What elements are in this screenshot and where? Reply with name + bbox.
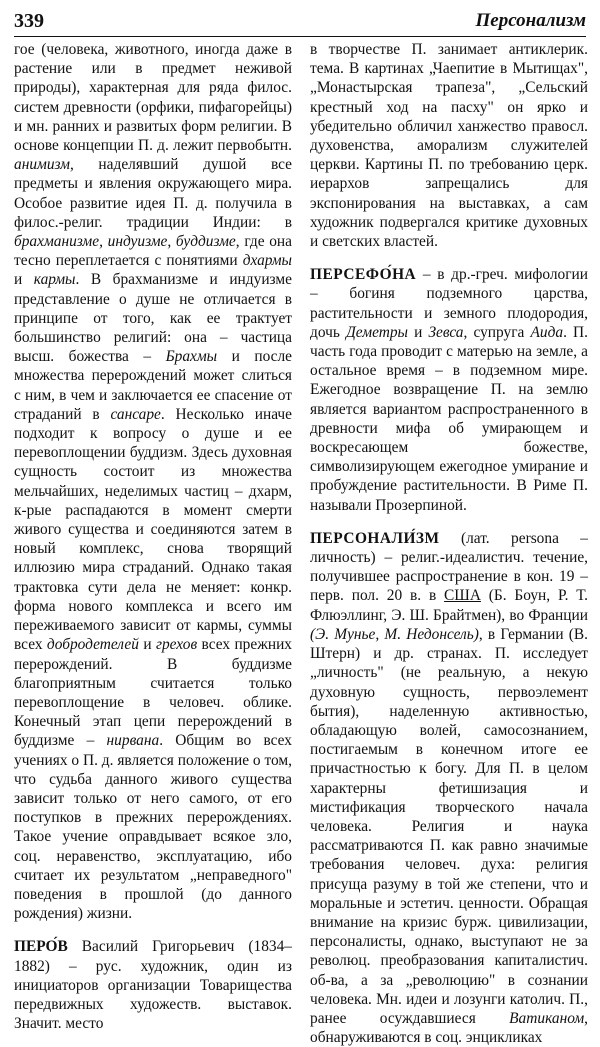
headword-persephone: ПЕРСЕФО́НА [310, 266, 417, 284]
right-column [310, 40, 588, 1047]
perov-entry-continuation: в творчестве П. занимает антиклерик. тема. В картинах „Чаепитие в Мытищах", „Монастырская трапеза", „Сельский крестный ход на пасху" он ярко и убедительно обличил ханжество правосл. духовенства, аморализм служителей церкви. Картины П. по требованию церк. иерархов запрещались для экспонирования на выставках, а сам художник подвергался критике духовных и светских властей. [310, 41, 588, 251]
headword-perov: ПЕРО́В [14, 938, 68, 956]
running-head: Персонализм [475, 10, 586, 31]
entry-perov: ПЕРО́В Василий Григорьевич (1834–1882) – рус. художник, один из инициаторов организации Товарищества передвижных художеств. выставок. Значит. место [14, 938, 292, 1033]
reincarnation-entry-continuation: гое (человека, животного, иногда даже в растение или в предмет неживой природы), характерная для ряда филос. систем древности (орфики, пифагорейцы) и мн. ранних и развитых форм религии. В основе концепции П. д. лежит первобытн. анимизм, наделявший душой все предметы и явления окружающего мира. Особое развитие идея П. д. получила в филос.-религ. традиции Индии: в брахманизме, индуизме, буддизме, где она тесно переплетается с понятиями дхармы и кармы. В брахманизме и индуизме представление о душе не отличается в принципе от того, как ее трактует большинство религий: она – частица высш. божества – Брахмы и после множества перерождений может слиться с ним, в чем и заключается ее спасение от страданий в сансаре. Несколько иначе подходит к вопросу о душе и ее перевоплощении буддизм. Здесь духовная сущность состоит из множества мельчайших, неделимых частиц – дхарм, к-рые распадаются в момент смерти живого существа и соединяются затем в новый комплекс, снова творящий иллюзию мира страданий. Однако такая трактовка сути дела не меняет: конкр. форма нового комплекса и всего им переживаемого зависит от кармы, суммы всех добродетелей и грехов всех прежних перерождений. В буддизме благоприятным считается только перевоплощение в человеч. облике. Конечный этап цепи перерождений в буддизме – нирвана. Общим во всех учениях о П. д. является положение о том, что судьба данного живого существа зависит только от него самого, от его поступков в прежних перерождениях. Такое учение оправдывает всякое зло, соц. неравенство, эксплуатацию, ибо считает их результатом „неправедного" поведения в прошлой (до данного рождения) жизни. [14, 41, 293, 923]
entry-persephone: ПЕРСЕФО́НА – в др.-греч. мифологии – богиня подземного царства, растительности и земного плодородия, дочь Деметры и Зевса, супруга Аида. П. часть года проводит с матерью на земле, а остальное время – в подземном мире. Ежегодное возвращение П. на землю является вариантом распространенного в древности мифа об умирающем и воскресающем божестве, символизирующем ежегодное умирание и пробуждение растительности. В Риме П. называли Прозерпиной. [310, 266, 588, 514]
left-column [14, 40, 292, 1033]
page-header [14, 6, 586, 37]
entry-personalism: ПЕРСОНАЛИ́ЗМ (лат. persona – личность) – религ.-идеалистич. течение, получившее распространение в кон. 19 – перв. пол. 20 в. в США (Б. Боун, Р. Т. Флюэллинг, Э. Ш. Брайтмен), во Франции (Э. Мунье, М. Недонсель), в Германии (В. Штерн) и др. странах. П. исследует „личность" (не реальную, а некую духовную сущность, первоэлемент бытия), наделенную активностью, обладающую волей, самосознанием, постигаемым в конечном итоге ее причастностью к богу. Для П. в целом характерны фетишизация и мистификация творческого начала человека. Религия и наука рассматриваются П. как равно значимые требования человеч. духа: религия присуща разуму в той же степени, что и моральные и эстетич. ценности. Обращая внимание на кризис бурж. цивилизации, персоналисты, однако, выступают не за революц. преобразования капиталистич. об-ва, а за „революцию" в сознании человека. Мн. идеи и лозунги католич. П., ранее осуждавшиеся Ватиканом, обнаруживаются в соц. энцикликах [310, 529, 589, 1047]
page-number: 339 [14, 10, 44, 32]
headword-personalism: ПЕРСОНАЛИ́ЗМ [310, 529, 440, 547]
